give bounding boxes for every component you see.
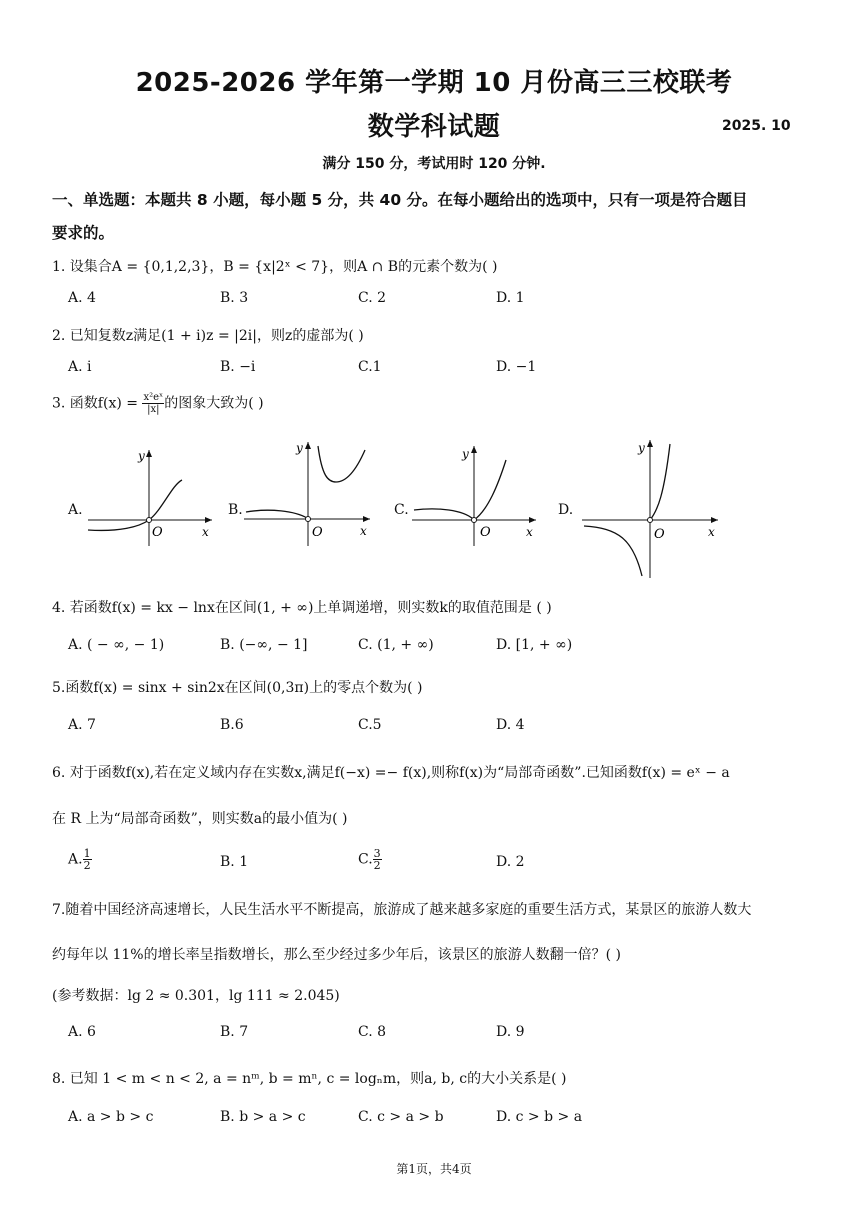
graph-b bbox=[240, 436, 380, 551]
exam-info: 满分 150 分，考试用时 120 分钟. bbox=[322, 156, 546, 172]
graph-a bbox=[84, 440, 224, 550]
graph-a-y-label: y bbox=[138, 449, 145, 463]
q2-option-d: D. −1 bbox=[496, 359, 537, 375]
graph-a-origin-label: O bbox=[152, 525, 163, 540]
graph-d bbox=[578, 434, 728, 580]
question-4: 4. 若函数f(x) = kx − lnx在区间(1, + ∞)上单调递增，则实数k的取值范围是 ( ) bbox=[52, 600, 552, 616]
question-5: 5.函数f(x) = sinx + sin2x在区间(0,3π)上的零点个数为( ) bbox=[52, 680, 423, 696]
exam-date: 2025. 10 bbox=[722, 118, 791, 134]
q2-option-b: B. −i bbox=[220, 359, 256, 375]
exam-title: 2025-2026 学年第一学期 10 月份高三三校联考 bbox=[135, 68, 733, 98]
q3-prefix: 3. 函数f(x) = bbox=[52, 395, 143, 412]
question-3 bbox=[52, 392, 264, 415]
graph-c bbox=[408, 440, 548, 550]
q5-option-b: B.6 bbox=[220, 717, 244, 733]
question-8: 8. 已知 1 < m < n < 2, a = nᵐ, b = mⁿ, c = logₙm，则a, b, c的大小关系是( ) bbox=[52, 1071, 567, 1087]
q6-option-b: B. 1 bbox=[220, 854, 249, 870]
question-6-line1: 6. 对于函数f(x),若在定义域内存在实数x,满足f(−x) =− f(x),则称f(x)为“局部奇函数”.已知函数f(x) = eˣ − a bbox=[52, 765, 730, 781]
q3-option-b: B. bbox=[228, 502, 243, 518]
graph-c-y-label: y bbox=[462, 447, 469, 461]
q1-option-a: A. 4 bbox=[68, 290, 96, 306]
q8-option-a: A. a > b > c bbox=[68, 1109, 154, 1125]
q7-option-b: B. 7 bbox=[220, 1024, 249, 1040]
q6-option-a-fraction bbox=[83, 848, 92, 871]
question-7-line2: 约每年以 11%的增长率呈指数增长，那么至少经过多少年后，该景区的旅游人数翻一倍？( ) bbox=[52, 947, 621, 963]
q5-option-d: D. 4 bbox=[496, 717, 525, 733]
q7-option-d: D. 9 bbox=[496, 1024, 525, 1040]
q4-option-c: C. (1, + ∞) bbox=[358, 637, 434, 653]
q1-option-d: D. 1 bbox=[496, 290, 525, 306]
q3-suffix: 的图象大致为( ) bbox=[164, 395, 264, 412]
q7-option-c: C. 8 bbox=[358, 1024, 387, 1040]
q3-option-a: A. bbox=[68, 502, 83, 518]
q2-option-c: C.1 bbox=[358, 359, 382, 375]
q3-frac-den: |x| bbox=[147, 404, 160, 415]
graph-d-origin-label: O bbox=[654, 527, 665, 542]
q6-option-d: D. 2 bbox=[496, 854, 525, 870]
q5-option-a: A. 7 bbox=[68, 717, 96, 733]
question-1: 1. 设集合A = {0,1,2,3}，B = {x|2ˣ < 7}，则A ∩ B的元素个数为( ) bbox=[52, 259, 498, 275]
q3-frac-num: x²eˣ bbox=[143, 392, 164, 403]
question-6-line2: 在 R 上为“局部奇函数”，则实数a的最小值为( ) bbox=[52, 811, 348, 827]
q6-c-num: 3 bbox=[373, 847, 381, 860]
q1-option-c: C. 2 bbox=[358, 290, 387, 306]
q6-a-den: 2 bbox=[83, 859, 91, 872]
q6-a-num: 1 bbox=[83, 847, 91, 860]
q3-option-c: C. bbox=[394, 502, 409, 518]
q3-option-d: D. bbox=[558, 502, 574, 518]
q5-option-c: C.5 bbox=[358, 717, 382, 733]
q6-option-c-fraction bbox=[373, 848, 382, 871]
q6-option-a-label: A. bbox=[68, 851, 83, 868]
q6-option-c-label: C. bbox=[358, 851, 373, 868]
question-7-line1: 7.随着中国经济高速增长，人民生活水平不断提高，旅游成了越来越多家庭的重要生活方式，某景区的旅游人数大 bbox=[52, 902, 752, 918]
question-7-reference: (参考数据：lg 2 ≈ 0.301，lg 111 ≈ 2.045) bbox=[52, 988, 340, 1004]
graph-b-y-label: y bbox=[296, 441, 303, 455]
q8-option-b: B. b > a > c bbox=[220, 1109, 306, 1125]
graph-b-x-label: x bbox=[360, 524, 367, 538]
subject-title: 数学科试题 bbox=[367, 112, 501, 142]
graph-c-x-label: x bbox=[526, 525, 533, 539]
q3-fraction bbox=[142, 392, 164, 415]
question-2: 2. 已知复数z满足(1 + i)z = |2i|，则z的虚部为( ) bbox=[52, 328, 364, 344]
q6-option-a bbox=[68, 848, 92, 871]
graph-d-x-label: x bbox=[708, 525, 715, 539]
q8-option-d: D. c > b > a bbox=[496, 1109, 583, 1125]
page-footer: 第1页，共4页 bbox=[396, 1162, 472, 1176]
q8-option-c: C. c > a > b bbox=[358, 1109, 444, 1125]
q4-option-b: B. (−∞, − 1] bbox=[220, 637, 308, 653]
section-title-line2: 要求的。 bbox=[52, 224, 115, 242]
graph-d-y-label: y bbox=[638, 441, 645, 455]
section-title-line1: 一、单选题：本题共 8 小题，每小题 5 分，共 40 分。在每小题给出的选项中，只有一项是符合题目 bbox=[52, 191, 748, 209]
q2-option-a: A. i bbox=[68, 359, 92, 375]
q1-option-b: B. 3 bbox=[220, 290, 249, 306]
graph-a-x-label: x bbox=[202, 525, 209, 539]
q4-option-d: D. [1, + ∞) bbox=[496, 637, 573, 653]
q6-option-c bbox=[358, 848, 382, 871]
q7-option-a: A. 6 bbox=[68, 1024, 96, 1040]
graph-c-origin-label: O bbox=[480, 525, 491, 540]
q4-option-a: A. ( − ∞, − 1) bbox=[68, 637, 165, 653]
graph-b-origin-label: O bbox=[312, 525, 323, 540]
q6-c-den: 2 bbox=[373, 859, 381, 872]
